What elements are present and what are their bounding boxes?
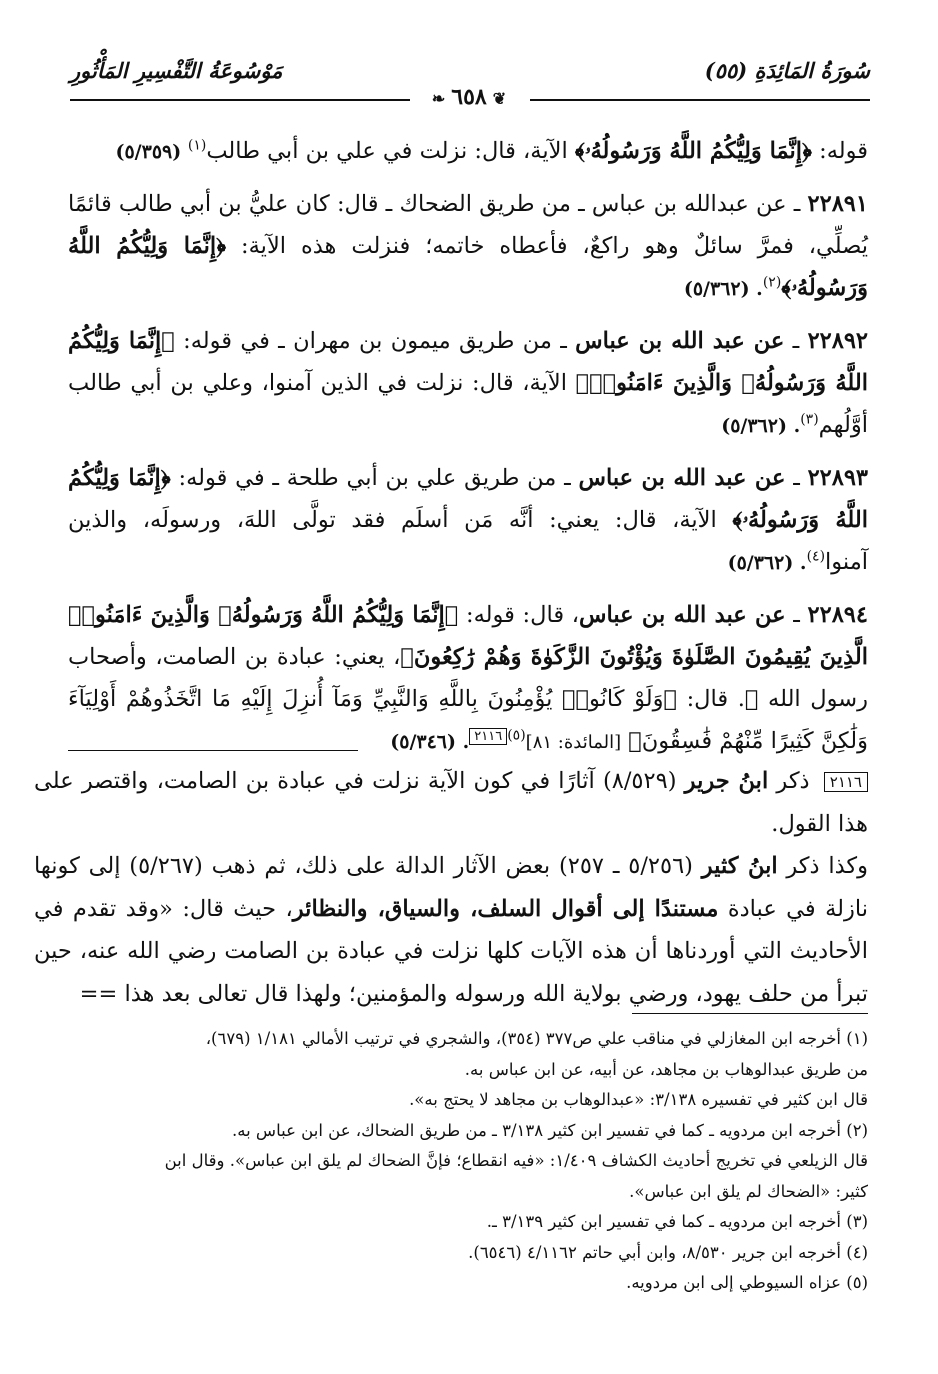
intro-text: الآية، قال: نزلت في علي بن أبي طالب [206,138,575,164]
comment-text: (٥/٢٥٦ ـ ٢٥٧) بعض الآثار الدالة على ذلك، ثم ذهب (٥/٢٦٧) إلى كونها نازلة في عبادة [34,853,868,922]
chain: ـ من طريق الضحاك ـ قال: كان عليُّ بن أبي طالب قائمًا يُصلِّي، فمرَّ سائلٌ وهو راكعٌ، فأعطاه خاتمه؛ فنزلت هذه الآية: [68,191,868,259]
footnote-line: (٤) أخرجه ابن جرير ٨/٥٣٠، وابن أبي حاتم ٤/١١٦٢ (٦٥٤٦). [468,1242,868,1262]
quran-quote: ﴿إِنَّمَا وَلِيُّكُمُ اللَّهُ وَرَسُولُهُۥ وَالَّذِينَ ءَامَنُوا۟ الَّذِينَ يُقِيمُونَ الصَّلَوٰةَ وَيُؤْتُونَ الزَّكَوٰةَ وَهُمْ رَٰكِعُونَ﴾ [68,602,868,670]
comment-rule [68,750,358,751]
entry-tail: الآية، قال: نزلت في الذين آمنوا، وعلي بن أبي طالب أوَّلُهم [68,370,868,438]
entry-number: ٢٢٨٩١ [807,191,868,217]
scholar-name: ابنُ جرير [684,768,769,794]
comment-text: ذكر [768,768,818,794]
footnote-line: (٥) عزاه السيوطي إلى ابن مردويه. [626,1273,868,1292]
chain: ، قال: قوله: [458,602,580,628]
quran-quote: ﴿إِنَّمَا وَلِيُّكُمُ اللَّهُ وَرَسُولُهُۥ﴾ [574,138,812,164]
main-text [68,130,868,774]
chain: ـ من طريق علي بن أبي طلحة ـ في قوله: [170,465,579,491]
intro-paragraph [68,130,868,173]
entry-paragraph: ٢٢٨٩٤ ـ عن عبد الله بن عباس، قال: قوله: ﴿إِنَّمَا وَلِيُّكُمُ اللَّهُ وَرَسُولُهُۥ وَالَّذِينَ ءَامَنُوا۟ الَّذِينَ يُقِيمُونَ الصَّلَوٰةَ وَيُؤْتُونَ الزَّكَوٰةَ وَهُمْ رَٰكِعُونَ﴾، يعني: عبادة بن الصامت، وأصحاب رسول الله ﷺ. قال: ﴿وَلَوْ كَانُوا۟ يُؤْمِنُونَ بِاللَّهِ وَالنَّبِيِّ وَمَآ أُنزِلَ إِلَيْهِ مَا اتَّخَذُوهُمْ أَوْلِيَآءَ وَلَٰكِنَّ كَثِيرًا مِّنْهُمْ فَٰسِقُونَ﴾ [المائدة: ٨١]$^{(٥)}$٢١١٦. (٥/٣٤٦) [68,602,868,754]
book-title: مَوْسُوعَةُ التَّفْسِيرِ المَأْثُورِ [70,58,283,83]
entry-tail: ، يعني: عبادة بن الصامت، وأصحاب رسول الله ﷺ. قال: ﴿وَلَوْ كَانُوا۟ يُؤْمِنُونَ بِاللَّهِ وَالنَّبِيِّ وَمَآ أُنزِلَ إِلَيْهِ مَا اتَّخَذُوهُمْ أَوْلِيَآءَ وَلَٰكِنَّ كَثِيرًا مِّنْهُمْ فَٰسِقُونَ﴾ [68,644,868,754]
footnote-marker: (٥) [507,727,526,744]
footnote-line: (٣) أخرجه ابن مردويه ـ كما في تفسير ابن كثير ٣/١٣٩ ـ. [486,1212,868,1231]
surah-title: سُورَةُ المَائِدَةِ (٥٥) [704,58,870,83]
scholar-name: ابنُ كثير [701,853,778,879]
volume-reference: (٥/٣٥٩) [115,141,188,163]
comment-box-marker: ٢١١٦ [469,728,507,745]
page-number [0,84,938,110]
chain: ـ من طريق ميمون بن مهران ـ في قوله: [174,328,576,354]
ornament-icon: ❦ [492,89,507,108]
footnote-marker: (٢) [762,274,782,291]
ornament-icon: ❧ [431,89,446,108]
entry-number: ٢٢٨٩٢ [807,328,868,354]
entry-number: ٢٢٨٩٣ [807,465,868,491]
footnotes [68,1024,868,1299]
quran-quote: ﴿إِنَّمَا وَلِيُّكُمُ اللَّهُ وَرَسُولُهُۥ﴾ [68,233,868,301]
footnote-rule [632,1013,868,1014]
narrator: عن عبد الله بن عباس [579,602,786,628]
volume-reference: . (٥/٣٤٦) [390,731,470,753]
volume-reference: . (٥/٣٦٢) [721,415,801,437]
quran-quote: ﴿إِنَّمَا وَلِيُّكُمُ اللَّهُ وَرَسُولُهُۥ﴾ [68,465,868,533]
volume-reference: . (٥/٣٦٢) [683,278,763,300]
entry-paragraph: ٢٢٨٩١ ـ عن عبدالله بن عباس ـ من طريق الضحاك ـ قال: كان عليُّ بن أبي طالب قائمًا يُصلِّي، فمرَّ سائلٌ وهو راكعٌ، فأعطاه خاتمه؛ فنزلت هذه الآية: ﴿إِنَّمَا وَلِيُّكُمُ اللَّهُ وَرَسُولُهُۥ﴾$^{(٢)}$. (٥/٣٦٢) [68,191,868,301]
footnote-marker: (١) [187,137,207,154]
footnote-marker: (٤) [806,548,826,565]
surah-citation: [المائدة: ٨١] [525,732,622,753]
commentary-paragraph [34,845,868,1015]
entry-tail: الآية، قال: يعني: أنَّه مَن أسلَم فقد تولَّى اللهَ، ورسولَه، والذين آمنوا [68,507,868,575]
volume-reference: . (٥/٣٦٢) [727,552,807,574]
footnote-line: من طريق عبدالوهاب بن مجاهد، عن أبيه، عن ابن عباس به. [464,1059,868,1079]
narrator: عن عبد الله بن عباس [575,328,785,354]
footnote-line: قال الزيلعي في تخريج أحاديث الكشاف ١/٤٠٩: «فيه انقطاع؛ فإنَّ الضحاك لم يلق ابن عباس». وقال ابن [164,1151,868,1170]
commentary-paragraph [34,760,868,845]
comment-box-number: ٢١١٦ [824,772,868,792]
quran-quote: ﴿إِنَّمَا وَلِيُّكُمُ اللَّهُ وَرَسُولُهُۥ وَالَّذِينَ ءَامَنُوا۟﴾ [68,328,868,396]
commentary-block [34,760,868,1015]
entry-paragraph: ٢٢٨٩٢ ـ عن عبد الله بن عباس ـ من طريق ميمون بن مهران ـ في قوله: ﴿إِنَّمَا وَلِيُّكُمُ اللَّهُ وَرَسُولُهُۥ وَالَّذِينَ ءَامَنُوا۟﴾ الآية، قال: نزلت في الذين آمنوا، وعلي بن أبي طالب أوَّلُهم$^{(٣)}$. (٥/٣٦٢) [68,328,868,438]
entry-paragraph: ٢٢٨٩٣ ـ عن عبد الله بن عباس ـ من طريق علي بن أبي طلحة ـ في قوله: ﴿إِنَّمَا وَلِيُّكُمُ اللَّهُ وَرَسُولُهُۥ﴾ الآية، قال: يعني: أنَّه مَن أسلَم فقد تولَّى اللهَ، ورسولَه، والذين آمنوا$^{(٤)}$. (٥/٣٦٢) [68,465,868,575]
narrator: عن عبدالله بن عباس [591,191,787,217]
footnote-line: (١) أخرجه ابن المغازلي في مناقب علي ص٣٧٧ (٣٥٤)، والشجري في ترتيب الأمالي ١/١٨١ (٦٧٩)، [205,1029,868,1048]
comment-text: وكذا ذكر [777,853,868,879]
intro-prefix: قوله: [811,138,868,164]
entry-number: ٢٢٨٩٤ [807,602,868,628]
comment-text: ، حيث قال: «وقد تقدم في الأحاديث التي أوردناها أن هذه الآيات كلها نزلت في عبادة بن الصامت رضي الله عنه، حين تبرأ من حلف يهود، ورضي بولاية الله ورسوله والمؤمنين؛ ولهذا قال تعالى بعد هذا == [34,895,868,1007]
footnote-line: كثير: «الضحاك لم يلق ابن عباس». [629,1181,868,1201]
footnote-marker: (٣) [800,411,819,428]
footnote-line: قال ابن كثير في تفسيره ٣/١٣٨: «عبدالوهاب بن مجاهد لا يحتج به». [409,1090,868,1109]
comment-text: (٨/٥٢٩) آثارًا في كون الآية نزلت في عبادة بن الصامت، واقتصر على هذا القول. [34,768,868,837]
page-number-value: ٦٥٨ [451,84,487,110]
narrator: عن عبد الله بن عباس [578,465,786,491]
footnote-line: (٢) أخرجه ابن مردويه ـ كما في تفسير ابن كثير ٣/١٣٨ ـ من طريق الضحاك، عن ابن عباس به. [232,1120,868,1140]
comment-emphasis: مستندًا إلى أقوال السلف، والسياق، والنظائر [292,895,719,922]
